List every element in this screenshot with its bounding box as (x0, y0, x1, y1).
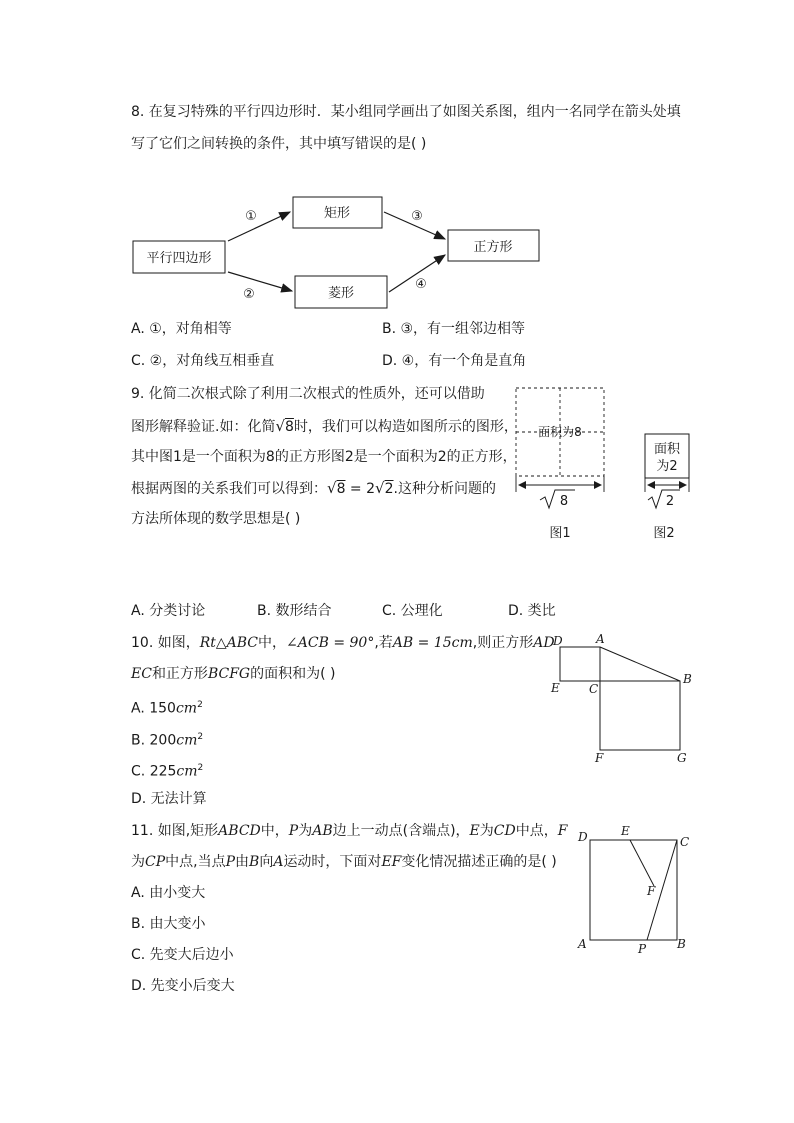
q10-label-B: B (683, 672, 692, 686)
q11-stem-line2: 为CP中点,当点P由B向A运动时，下面对EF变化情况描述正确的是( ) (131, 854, 557, 870)
q9-option-b: B. 数形结合 (257, 603, 332, 619)
q8-option-a: A. ①，对角相等 (131, 321, 232, 337)
marker-3: ③ (411, 209, 423, 224)
marker-4: ④ (415, 277, 427, 292)
q10-option-d: D. 无法计算 (131, 791, 207, 807)
q9-stem-line1: 9. 化简二次根式除了利用二次根式的性质外，还可以借助 (131, 386, 485, 402)
q11-option-d: D. 先变小后变大 (131, 978, 235, 994)
rhombus-label: 菱形 (327, 286, 355, 301)
q11-label-F: F (647, 884, 656, 898)
q10-option-b: B. $200cm^2$ (131, 732, 204, 749)
q10-label-F: F (595, 751, 604, 765)
fig2-area-line2: 为2 (656, 459, 678, 474)
q9-option-c: C. 公理化 (382, 603, 443, 619)
q11-label-C: C (680, 835, 690, 849)
q8-stem-line1: 8. 在复习特殊的平行四边形时．某小组同学画出了如图关系图，组内一名同学在箭头处填 (131, 104, 681, 120)
q11-label-A: A (578, 937, 587, 951)
q9-stem-line3: 其中图1是一个面积为8的正方形图2是一个面积为2的正方形， (131, 449, 517, 465)
q11-stem-line1: 11. 如图,矩形ABCD中，P为AB边上一动点(含端点)，E为CD中点，F (131, 823, 568, 839)
fig1-caption: 图1 (549, 526, 571, 541)
q11-option-b: B. 由大变小 (131, 916, 206, 932)
q11-label-D: D (578, 830, 588, 844)
q8-option-b: B. ③，有一组邻边相等 (382, 321, 526, 337)
q11-option-c: C. 先变大后边小 (131, 947, 234, 963)
q10-stem-line2: EC和正方形BCFG的面积和为( ) (131, 666, 336, 682)
q9-option-a: A. 分类讨论 (131, 603, 206, 619)
q10-label-C: C (589, 682, 599, 696)
q11-option-a: A. 由小变大 (131, 885, 206, 901)
radical-sign: √ (275, 417, 286, 435)
fig1-area-label: 面积为8 (538, 425, 582, 439)
fig2-area-line1: 面积 (653, 442, 681, 457)
marker-2: ② (243, 287, 255, 302)
q11-label-B: B (677, 937, 686, 951)
q8-option-c: C. ②，对角线互相垂直 (131, 353, 275, 369)
q8-stem-line2: 写了它们之间转换的条件，其中填写错误的是( ) (131, 136, 427, 152)
q8-option-d: D. ④，有一个角是直角 (382, 353, 527, 369)
fig1-side-label: 8 (559, 494, 569, 509)
q10-stem-line1: 10. 如图，Rt△ABC中，∠ACB = 90°,若AB = 15cm,则正方形AD (131, 635, 555, 651)
q10-label-G: G (677, 751, 687, 765)
q10-label-E: E (551, 681, 560, 695)
q11-label-E: E (621, 824, 630, 838)
q9-option-d: D. 类比 (508, 603, 556, 619)
rectangle-label: 矩形 (323, 206, 351, 221)
marker-1: ① (245, 209, 257, 224)
q9-stem-line2: 图形解释验证.如：化简√8时，我们可以构造如图所示的图形， (131, 417, 518, 435)
square-label: 正方形 (473, 240, 513, 255)
parallelogram-label: 平行四边形 (146, 251, 212, 266)
q10-option-a: A. $150cm^2$ (131, 700, 203, 717)
q9-stem-line5: 方法所体现的数学思想是( ) (131, 511, 301, 527)
fig2-side-label: 2 (665, 494, 675, 509)
q11-label-P: P (638, 942, 647, 956)
q10-label-A: A (596, 632, 605, 646)
q10-label-D: D (553, 634, 563, 648)
fig2-caption: 图2 (653, 526, 675, 541)
q10-option-c: C. $225cm^2$ (131, 763, 204, 780)
q9-stem-line4: 根据两图的关系我们可以得到：√8 = 2√2.这种分析问题的 (131, 479, 496, 497)
